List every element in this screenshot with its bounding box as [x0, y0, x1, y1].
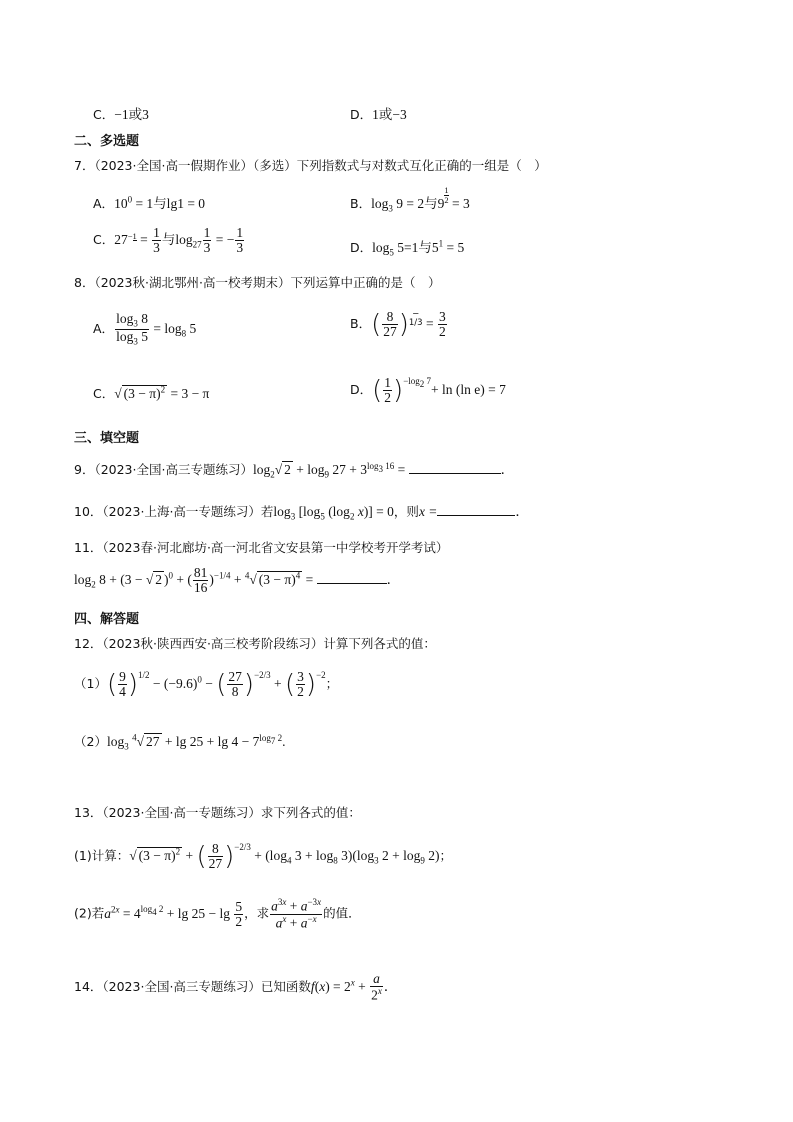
q8-option-c: C．√ $(3 - \pi)^2 = 3 - \pi$ [93, 384, 210, 401]
part-label: (1)计算： [74, 848, 130, 864]
part-label: （2） [74, 734, 107, 749]
q6-option-d [350, 103, 407, 123]
option-label: C． [93, 232, 115, 248]
q12-part2: $(2)\log_3$ $^4$√ $27 + \lg 25 + \lg 4 - 7^{log_7 2}$. [74, 732, 286, 752]
q9: 9．（2023·全国·高三专题练习）$\log_2√$ $2 + \log_9 27 + 3^{log_3 16}$ = ． [74, 460, 515, 480]
q14-stem: 14．（2023·全国·高三专题练习）已知函数 [74, 978, 311, 994]
q9-stem: 9．（2023·全国·高三专题练习） [74, 462, 253, 477]
q7-stem: 7．（2023·全国·高一假期作业）（多选）下列指数式与对数式互化正确的一组是（ ） [74, 158, 547, 173]
q13-stem: 13．（2023·全国·高一专题练习）求下列各式的值： [74, 805, 361, 820]
q8-stem: 8．（2023秋·湖北鄂州·高一校考期末）下列运算中正确的是（ ） [74, 275, 441, 290]
option-label: D． [350, 382, 373, 398]
answer-blank[interactable] [317, 571, 387, 584]
q12-part1: （1）( $\frac{9}{4}$ )$^{1/2} - (-9.6)^0$ − ( $\frac{27}{8}$ )$^{-2/3}$ + ( $\frac{3}{2}$ )$^{-2}$； [74, 669, 339, 700]
option-label: D． [350, 240, 373, 255]
section-heading-multi: 二、多选题 [74, 134, 140, 149]
q7-option-c: C．27−1 = $\frac{1}{3}$ 与$\log_{27}$ $\frac{1}{3}$ = − $\frac{1}{3}$ [93, 225, 244, 256]
q10: 10．（2023·上海·高一专题练习）若$\log_3 [\log_5$ ($\log_2$ x)] = 0，则x = ． [74, 504, 529, 522]
section-heading-answer: 四、解答题 [74, 612, 140, 627]
option-label: C． [93, 107, 115, 122]
q12-stem: 12．（2023秋·陕西西安·高三校考阶段练习）计算下列各式的值： [74, 636, 436, 651]
q6-option-c [93, 103, 149, 123]
option-math: −1或3 [114, 107, 149, 122]
q8-option-d: D．( $\frac{1}{2}$ )$^{-log_2 7}$+ ln (ln e) = 7 [350, 375, 506, 406]
q11-stem: 11．（2023春·河北廊坊·高一河北省文安县第一中学校考开学考试） [74, 540, 449, 555]
section-heading-fill: 三、填空题 [74, 431, 140, 446]
q8-option-b: B．( $\frac{8}{27}$ ) − 1/3 = $\frac{3}{2}$ [350, 309, 446, 340]
q13-tail: 的值． [323, 905, 361, 921]
q10-stem: 10．（2023·上海·高一专题练习）若 [74, 504, 274, 519]
q11-expression: $\log_2 8 + (3$ − √ 2 )$^0$ + ( $\frac{81}{16}$ )$^{-1/4}$ + $^4$√ $(3 - \pi)^4$ = ． [74, 565, 401, 596]
q7-option-d: D．$\log_5 5=1$与$5^1 = 5$ [350, 238, 465, 258]
option-label: A． [93, 196, 115, 211]
q10-var: x = [418, 504, 438, 519]
q14: 14．（2023·全国·高三专题练习）已知函数$f(x) = 2^x$ + $\frac{a}{2^x}$ ． [74, 971, 398, 1003]
option-label: B． [350, 316, 372, 332]
q7-option-b: B．$\log_3 9 = 2$与9 $\frac{1}{2}$ = 3 [350, 185, 470, 214]
option-text: + ln (ln e) = 7 [431, 382, 506, 398]
option-text: 与 [424, 196, 438, 211]
q13-part1: (1)计算：√ $(3 - \pi)^2$ + ( $\frac{8}{27}$ )$^{-2/3} + (\log_4$ $3 + \log_8 3)(\log_3$ $2 + \log_9 2$)； [74, 841, 452, 872]
option-text: 与 [418, 240, 432, 255]
option-label: D． [350, 107, 373, 122]
q7-option-a: A．$10^0 = 1$与lg1 = 0 [93, 194, 206, 211]
option-text: 与lg1 = 0 [153, 196, 206, 211]
option-math: 1或−3 [372, 107, 407, 122]
option-label: A． [93, 321, 115, 337]
q13-mid: ，求 [244, 905, 270, 921]
option-text: 与log [161, 232, 193, 248]
part-label: （1） [74, 676, 107, 692]
option-label: C． [93, 386, 115, 401]
option-label: B． [350, 196, 372, 211]
answer-blank[interactable] [409, 461, 501, 474]
q10-tail: ，则 [393, 504, 419, 519]
q8-option-a: A． $\frac{\log_3 8}{\log_3 5}$ = $\log_8 5$ [93, 311, 197, 347]
q13-part2: (2)若$a^{2x} = 4^{log_4 2} + \lg 25 - \lg$ $\frac{5}{2}$ ，求 $\frac{a^{3x} + a^{-3x}}{a^x + a^{-x}}$ 的值． [74, 897, 361, 931]
answer-blank[interactable] [437, 503, 515, 516]
part-label: (2)若 [74, 905, 105, 921]
